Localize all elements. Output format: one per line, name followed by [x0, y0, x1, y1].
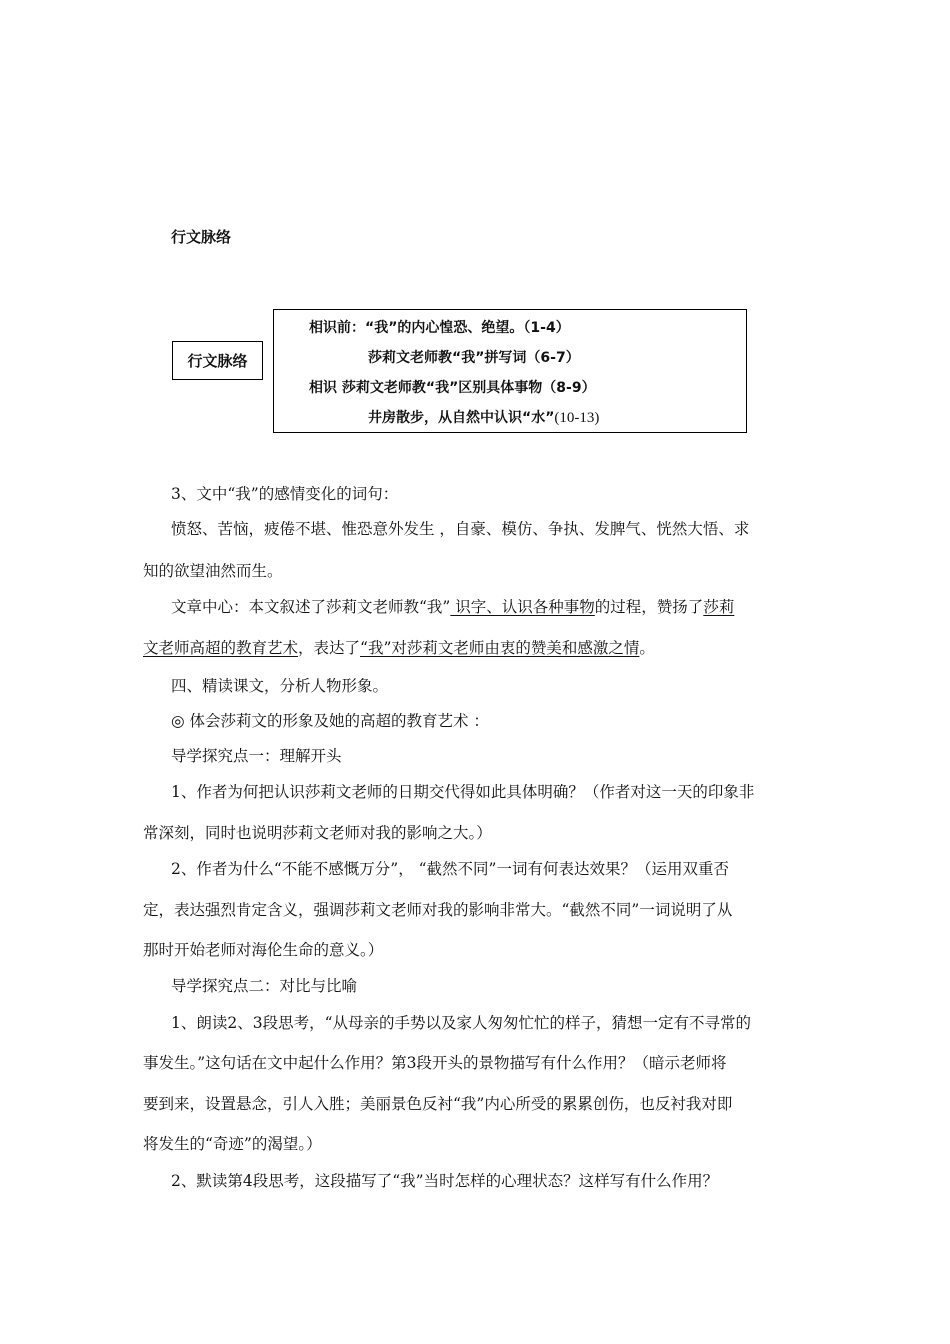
appreciation-prompt: ◎ 体会莎莉文的形象及她的高超的教育艺术 ： [171, 712, 489, 730]
center-text-1: 文章中心：本文叙述了莎莉文老师教“我” [171, 598, 451, 616]
paragraph-emotion-title: 3、文中“我”的感情变化的词句： [171, 485, 399, 503]
outline-line-4-bold: 井房散步，从自然中认识“水” [368, 410, 555, 426]
paragraph-center-line-2 [143, 638, 655, 658]
section-heading: 行文脉络 [171, 228, 232, 246]
question-1-line-2: 常深刻，同时也说明莎莉文老师对我的影响之大。） [143, 824, 492, 842]
inquiry-point-1-title: 导学探究点一：理解开头 [171, 747, 342, 765]
center-underline-2: 莎莉 [703, 598, 735, 616]
outline-line-4-range: (10-13) [554, 410, 600, 426]
paragraph-center-line-1 [171, 597, 734, 617]
question-3-line-1: 1、朗读2、3段思考，“从母亲的手势以及家人匆匆忙忙的样子，猜想一定有不寻常的 [171, 1014, 752, 1032]
question-4-line-1: 2、默读第4段思考，这段描写了“我”当时怎样的心理状态？这样写有什么作用？ [171, 1172, 719, 1190]
question-3-line-2: 事发生。”这句话在文中起什么作用？第3段开头的景物描写有什么作用？（暗示老师将 [143, 1054, 727, 1072]
center-underline-3: 文老师高超的教育艺术 [143, 639, 299, 657]
center-text-3: ，表达了 [298, 639, 361, 657]
outline-line-2: 莎莉文老师教“我”拼写词（6-7） [368, 350, 580, 366]
question-1-line-1: 1、作者为何把认识莎莉文老师的日期交代得如此具体明确？（作者对这一天的印象非 [171, 783, 755, 801]
question-3-line-3: 要到来，设置悬念，引人入胜；美丽景色反衬“我”内心所受的累累创伤，也反衬我对即 [143, 1095, 733, 1113]
outline-line-3: 相识 莎莉文老师教“我”区别具体事物（8-9） [309, 380, 596, 396]
center-text-4: 。 [639, 639, 655, 657]
question-2-line-2: 定，表达强烈肯定含义，强调莎莉文老师对我的影响非常大。“截然不同”一词说明了从 [143, 901, 733, 919]
center-text-2: 的过程，赞扬了 [594, 598, 704, 616]
outline-label-box: 行文脉络 [172, 341, 263, 380]
question-3-line-4: 将发生的“奇迹”的渴望。） [143, 1135, 322, 1153]
outline-line-4 [368, 407, 599, 427]
question-2-line-3: 那时开始老师对海伦生命的意义。） [143, 941, 384, 959]
outline-line-1: 相识前：“我”的内心惶恐、绝望。（1-4） [309, 320, 570, 336]
center-underline-1: 识字、认识各种事物 [450, 598, 595, 616]
center-underline-4: “我”对莎莉文老师由衷的赞美和感激之情 [360, 639, 640, 657]
paragraph-emotion-line-2: 知的欲望油然而生。 [143, 562, 283, 580]
inquiry-point-2-title: 导学探究点二：对比与比喻 [171, 977, 358, 995]
section-four-title: 四、精读课文，分析人物形象。 [171, 677, 389, 695]
paragraph-emotion-line-1: 愤怒、苦恼，疲倦不堪、惟恐意外发生 ，自豪、模仿、争执、发脾气、恍然大悟、求 [171, 520, 750, 538]
question-2-line-1: 2、作者为什么“不能不感慨万分”， “截然不同”一词有何表达效果？（运用双重否 [171, 860, 729, 878]
